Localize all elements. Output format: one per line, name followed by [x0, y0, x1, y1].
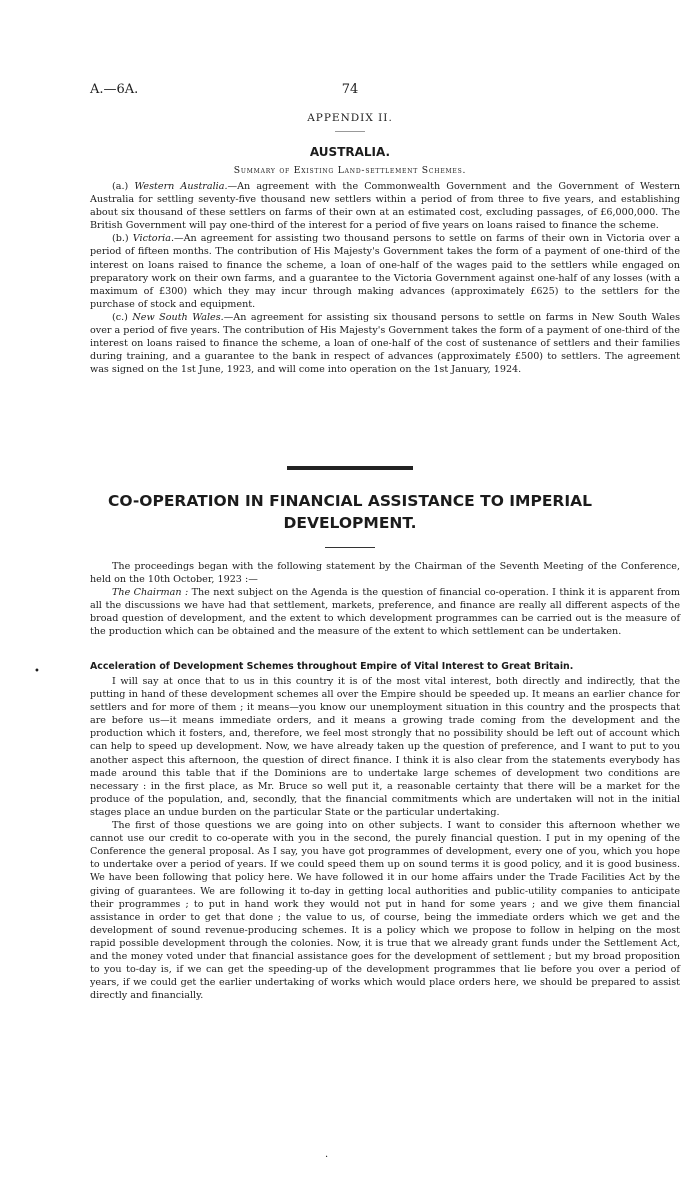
scheme-name: Victoria.: [132, 233, 175, 245]
scheme-paragraph: [90, 232, 680, 311]
chairman-label: The Chairman :: [112, 587, 189, 599]
appendix-title: APPENDIX II.: [307, 112, 393, 124]
margin-mark: •: [34, 666, 40, 677]
summary-title: Summary of Existing Land-settlement Schemes.: [233, 165, 467, 176]
document-reference: A.—6A.: [90, 82, 139, 97]
main-heading-line2: DEVELOPMENT.: [283, 514, 417, 532]
section-divider: [287, 466, 413, 470]
scheme-text: —An agreement for assisting two thousand persons to settle on farms of their own in Victoria over a period of fifteen months. The contribution of His Majesty's Government takes the form of a payment of one-third of the interest on loans raised to finance the scheme, a loan of one-half of the wages paid to the settlers while engaged on preparatory work on their own farms, and a guarantee to the Victoria Government against one-half of any losses (with a maximum of £300) which they may incur through making advances (approximately £625) to the settlers for the purchase of stock and equipment.: [90, 233, 680, 310]
heading-underline: [325, 547, 375, 548]
chairman-text: The next subject on the Agenda is the question of financial co-operation. I think it is apparent from all the discussions we have had that settlement, markets, preference, and finance are really all different aspects of the broad question of development, and the extent to which development programmes can be carried out is the measure of the production which can be obtained and the measure of the extent to which settlement can be undertaken.: [90, 587, 680, 638]
statement-section: [90, 675, 680, 1002]
subheading: Acceleration of Development Schemes throughout Empire of Vital Interest to Great Britain.: [90, 661, 574, 672]
scheme-label: (c.): [112, 311, 128, 323]
chairman-paragraph: [90, 586, 680, 638]
short-divider: [335, 131, 365, 132]
statement-paragraph: I will say at once that to us in this country it is of the most vital interest, both directly and indirectly, that the putting in hand of these development schemes all over the Empire should be speeded up. It means an earlier chance for settlers and for more of them ; it means—you know our unemployment situation in this country and the prospects that are before us—it means immediate orders, and it means a growing trade coming from the development and the production which it fosters, and, therefore, we feel most strongly that no possibility should be left out of account which can help to speed up development. Now, we have already taken up the question of preference, and I want to put to you another aspect this afternoon, the question of direct finance. I think it is also clear from the statements everybody has made around this table that if the Dominions are to undertake large schemes of development two conditions are necessary : in the first place, as Mr. Bruce so well put it, a reasonable certainty that there will be a market for the produce of the population, and, secondly, that the financial commitments which are undertaken will not in the initial stages place an undue burden on the particular State or the particular undertaking.: [90, 676, 680, 818]
main-heading-line1: CO-OPERATION IN FINANCIAL ASSISTANCE TO IMPERIAL: [108, 492, 592, 510]
page-number: 74: [341, 82, 359, 97]
intro-section: [90, 560, 680, 639]
scheme-name: Western Australia.: [134, 181, 228, 192]
page-speck: ·: [325, 1152, 329, 1163]
scheme-paragraph: [90, 180, 680, 232]
scheme-label: (a.): [112, 181, 129, 192]
scheme-text: —An agreement with the Commonwealth Government and the Government of Western Australia for settling seventy-five thousand new settlers within a period of from three to five years, and establishing about six thousand of these settlers on farms of their own at an estimated cost, excluding passages, of £6,000,000. The British Government will pay one-third of the interest for a period of five years on loans raised to finance the scheme.: [90, 181, 680, 232]
scheme-text: —An agreement for assisting six thousand persons to settle on farms in New South Wales over a period of five years. The contribution of His Majesty's Government takes the form of a payment of one-third of the interest on loans raised to finance the scheme, a loan of one-half of the cost of sustenance of settlers and their families during training, and a guarantee to the bank in respect of advances (approximately £500) to settlers. The agreement was signed on the 1st June, 1923, and will come into operation on the 1st January, 1924.: [90, 311, 680, 376]
statement-paragraph: The first of those questions we are going into on other subjects. I want to consider this afternoon whether we cannot use our credit to co-operate with you in the second, the purely financial question. I put in my opening of the Conference the general proposal. As I say, you have got programmes of development, every one of you, which you hope to undertake over a period of years. If we could speed them up on sound terms it is good policy, and it is good business. We have been following that policy here. We have followed it in our home affairs under the Trade Facilities Act by the giving of guarantees. We are following it to-day in getting local authorities and public-utility companies to anticipate their programmes ; to put in hand work they would not put in hand for some years ; and we give them financial assistance in order to get that done ; the value to us, of course, being the immediate orders which we get and the development of sound revenue-producing schemes. It is a policy which we propose to follow in helping on the most rapid possible development through the colonies. Now, it is true that we already grant funds under the Settlement Act, and the money voted under that financial assistance goes for the development of settlement ; but my broad proposition to you to-day is, if we can get the speeding-up of the development programmes that lie before you over a period of years, if we could get the earlier undertaking of works which would place orders here, we should be prepared to assist directly and financially.: [90, 820, 680, 1002]
scheme-label: (b.): [112, 233, 129, 245]
scheme-paragraph: [90, 311, 680, 376]
scheme-name: New South Wales.: [132, 311, 224, 323]
section-title: AUSTRALIA.: [309, 145, 391, 159]
schemes-list: [90, 180, 680, 376]
intro-paragraph: The proceedings began with the following statement by the Chairman of the Seventh Meeting of the Conference, held on the 10th October, 1923 :—: [90, 561, 680, 586]
